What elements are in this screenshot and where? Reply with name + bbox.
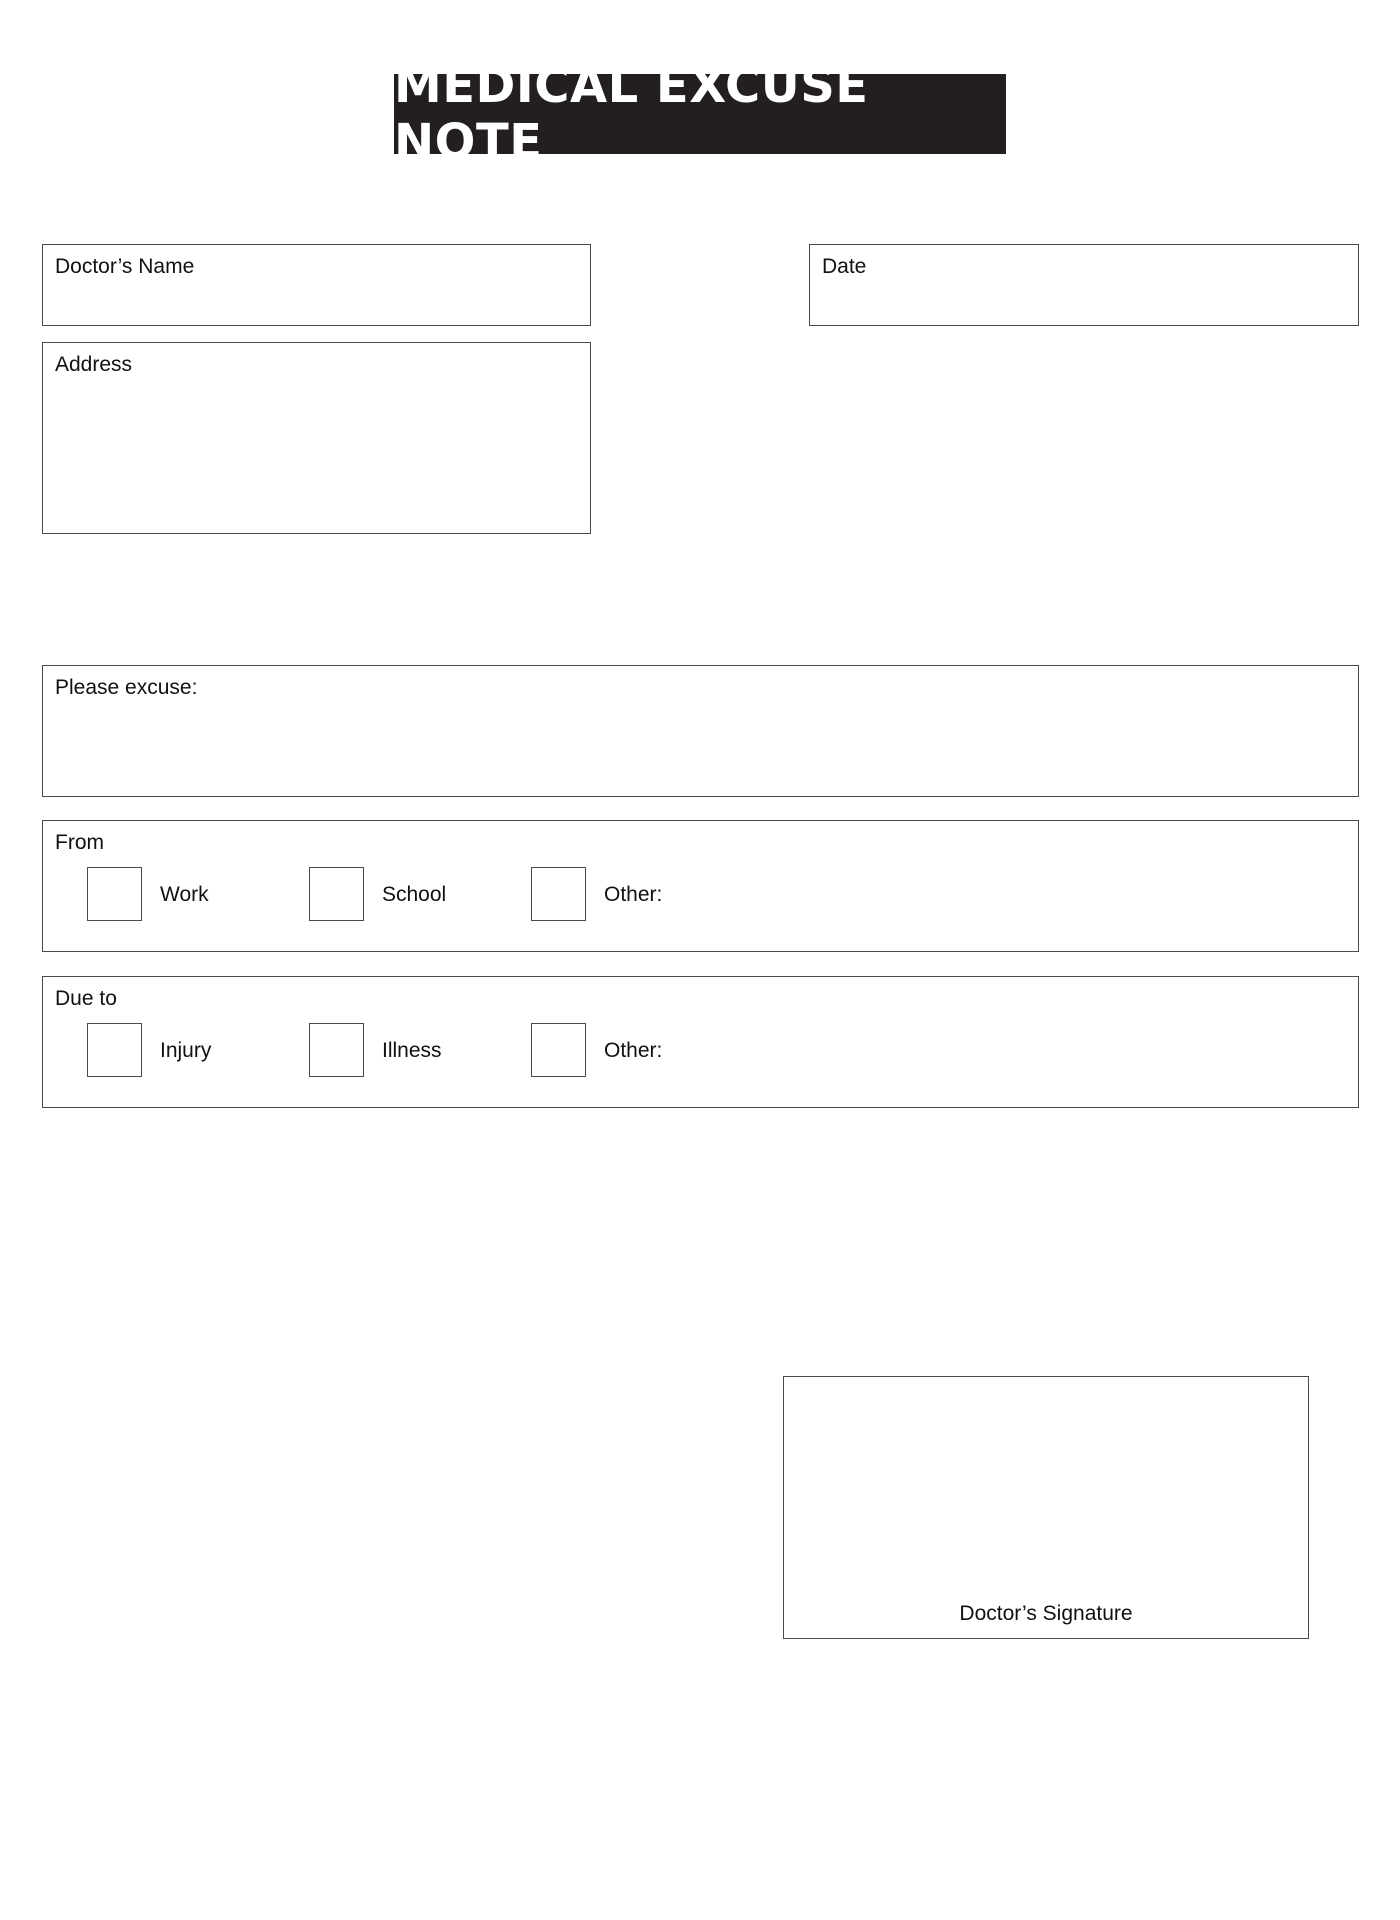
injury-checkbox[interactable] [87, 1023, 142, 1077]
signature-box[interactable] [783, 1376, 1309, 1639]
doctor-name-label: Doctor’s Name [55, 255, 195, 278]
due-to-label: Due to [55, 987, 117, 1010]
doctor-name-field[interactable] [42, 244, 591, 326]
work-label: Work [160, 883, 209, 906]
work-checkbox[interactable] [87, 867, 142, 921]
school-label: School [382, 883, 447, 906]
please-excuse-field[interactable] [42, 665, 1359, 797]
from-label: From [55, 831, 104, 854]
signature-label: Doctor’s Signature [959, 1602, 1133, 1625]
from-other-checkbox[interactable] [531, 867, 586, 921]
date-label: Date [822, 255, 867, 278]
illness-label: Illness [382, 1039, 442, 1062]
due-to-section [42, 976, 1359, 1108]
school-checkbox[interactable] [309, 867, 364, 921]
from-options [43, 867, 1358, 923]
illness-checkbox[interactable] [309, 1023, 364, 1077]
address-label: Address [55, 353, 133, 376]
due-to-other-checkbox[interactable] [531, 1023, 586, 1077]
due-to-options [43, 1023, 1358, 1079]
due-to-other-label: Other: [604, 1039, 663, 1062]
address-field[interactable] [42, 342, 591, 534]
from-section [42, 820, 1359, 952]
page-title: MEDICAL EXCUSE NOTE [394, 58, 869, 170]
from-other-label: Other: [604, 883, 663, 906]
injury-label: Injury [160, 1039, 212, 1062]
title-banner [394, 58, 1006, 170]
date-field[interactable] [809, 244, 1359, 326]
please-excuse-label: Please excuse: [55, 676, 198, 699]
